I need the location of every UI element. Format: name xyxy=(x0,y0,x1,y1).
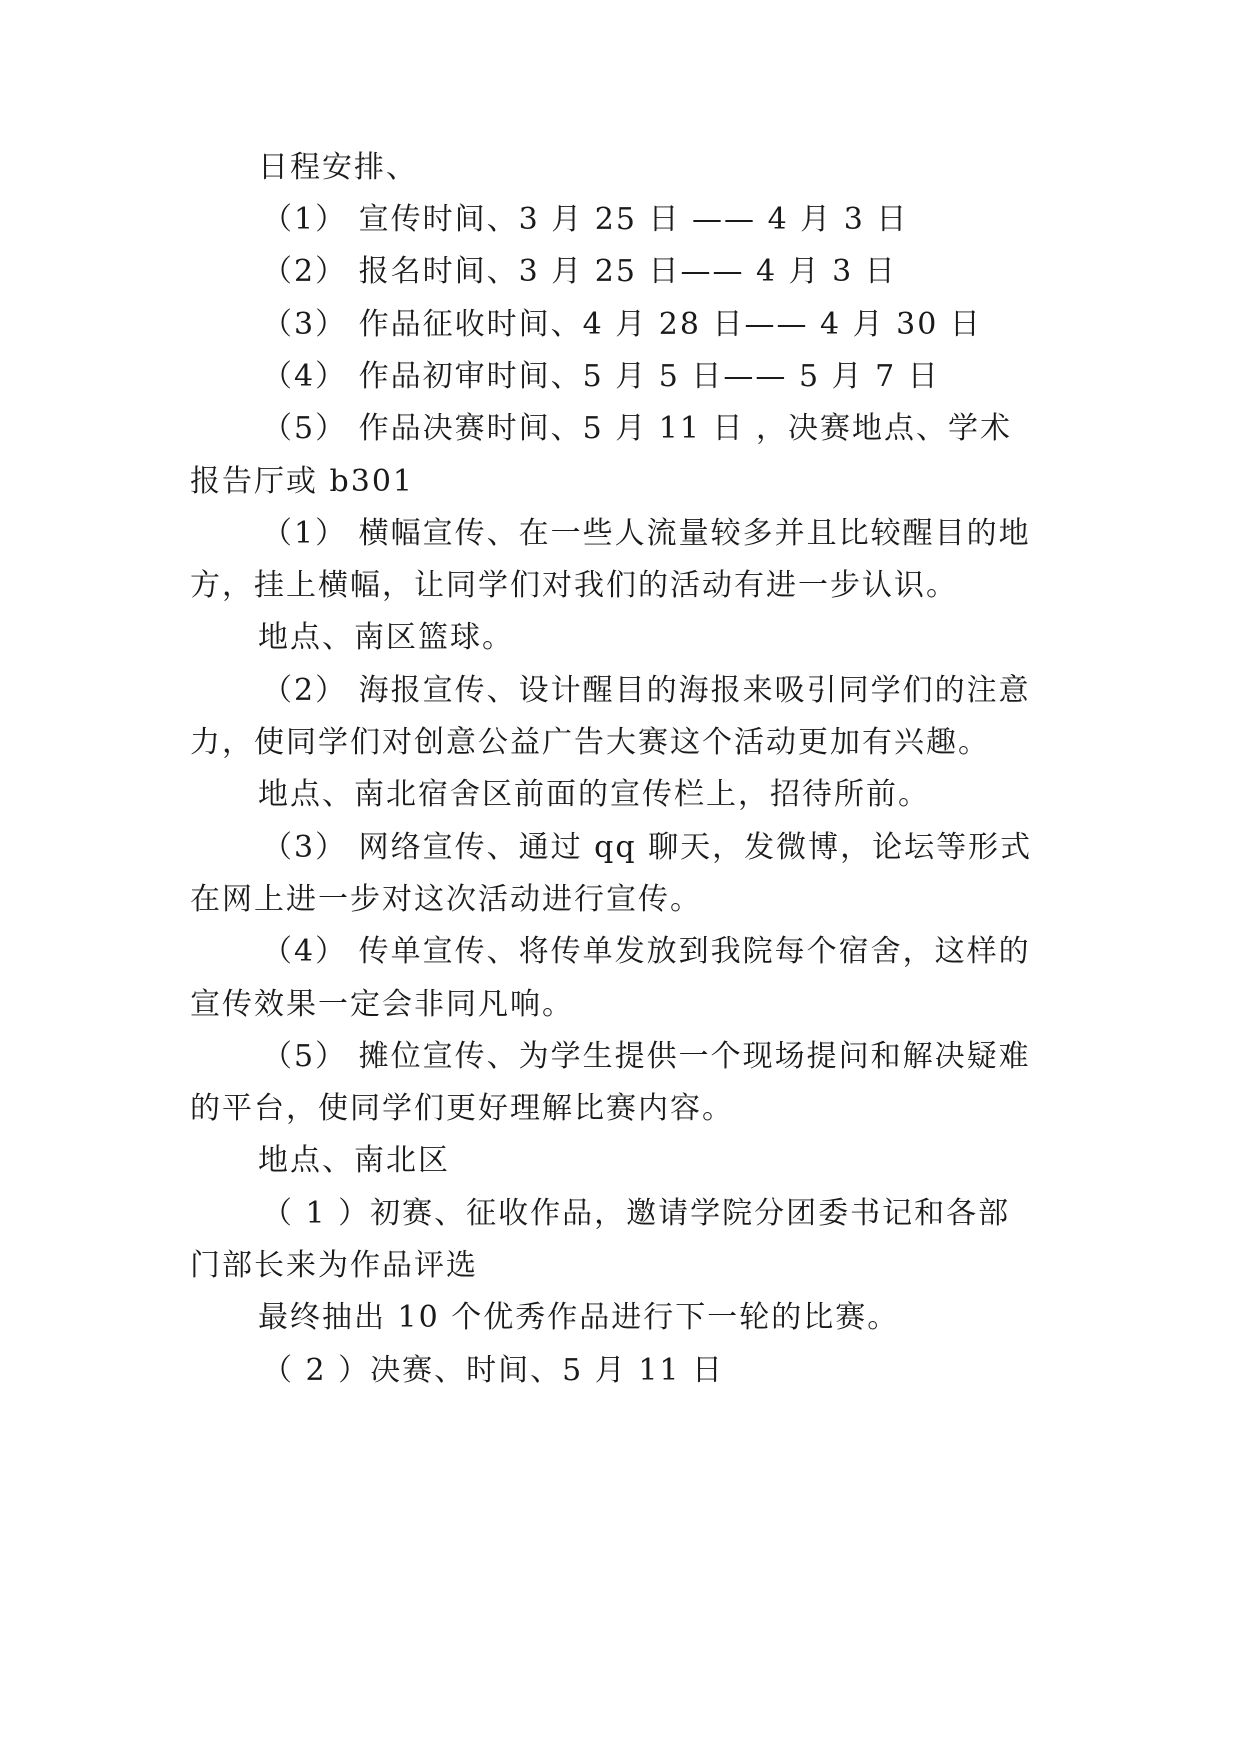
promo-item-2: （2） 海报宣传、设计醒目的海报来吸引同学们的注意 xyxy=(262,673,1031,708)
schedule-item-2: （2） 报名时间、3 月 25 日—— 4 月 3 日 xyxy=(262,254,897,289)
schedule-heading: 日程安排、 xyxy=(258,150,418,185)
schedule-item-5: （5） 作品决赛时间、5 月 11 日 ，决赛地点、学术 xyxy=(262,411,1013,446)
schedule-item-4: （4） 作品初审时间、5 月 5 日—— 5 月 7 日 xyxy=(262,359,940,394)
schedule-item-3: （3） 作品征收时间、4 月 28 日—— 4 月 30 日 xyxy=(262,307,982,342)
schedule-item-5-cont: 报告厅或 b301 xyxy=(190,464,415,499)
promo-item-1-location: 地点、南区篮球。 xyxy=(258,620,514,655)
schedule-item-1: （1） 宣传时间、3 月 25 日 —— 4 月 3 日 xyxy=(262,202,909,237)
contest-round-1: （ 1 ）初赛、征收作品，邀请学院分团委书记和各部 xyxy=(262,1196,1011,1231)
promo-item-3-cont: 在网上进一步对这次活动进行宣传。 xyxy=(190,882,702,917)
promo-item-4-cont: 宣传效果一定会非同凡响。 xyxy=(190,987,574,1022)
promo-item-3: （3） 网络宣传、通过 qq 聊天，发微博，论坛等形式 xyxy=(262,830,1033,865)
promo-item-2-location: 地点、南北宿舍区前面的宣传栏上，招待所前。 xyxy=(258,777,930,812)
contest-round-1-result: 最终抽出 10 个优秀作品进行下一轮的比赛。 xyxy=(258,1300,900,1335)
contest-round-2: （ 2 ）决赛、时间、5 月 11 日 xyxy=(262,1353,725,1388)
promo-item-5: （5） 摊位宣传、为学生提供一个现场提问和解决疑难 xyxy=(262,1039,1031,1074)
contest-round-1-cont: 门部长来为作品评选 xyxy=(190,1248,478,1283)
promo-item-5-location: 地点、南北区 xyxy=(258,1143,450,1178)
promo-item-5-cont: 的平台，使同学们更好理解比赛内容。 xyxy=(190,1091,734,1126)
promo-item-1: （1） 横幅宣传、在一些人流量较多并且比较醒目的地 xyxy=(262,516,1031,551)
promo-item-2-cont: 力，使同学们对创意公益广告大赛这个活动更加有兴趣。 xyxy=(190,725,990,760)
promo-item-4: （4） 传单宣传、将传单发放到我院每个宿舍，这样的 xyxy=(262,934,1031,969)
promo-item-1-cont: 方，挂上横幅，让同学们对我们的活动有进一步认识。 xyxy=(190,568,958,603)
